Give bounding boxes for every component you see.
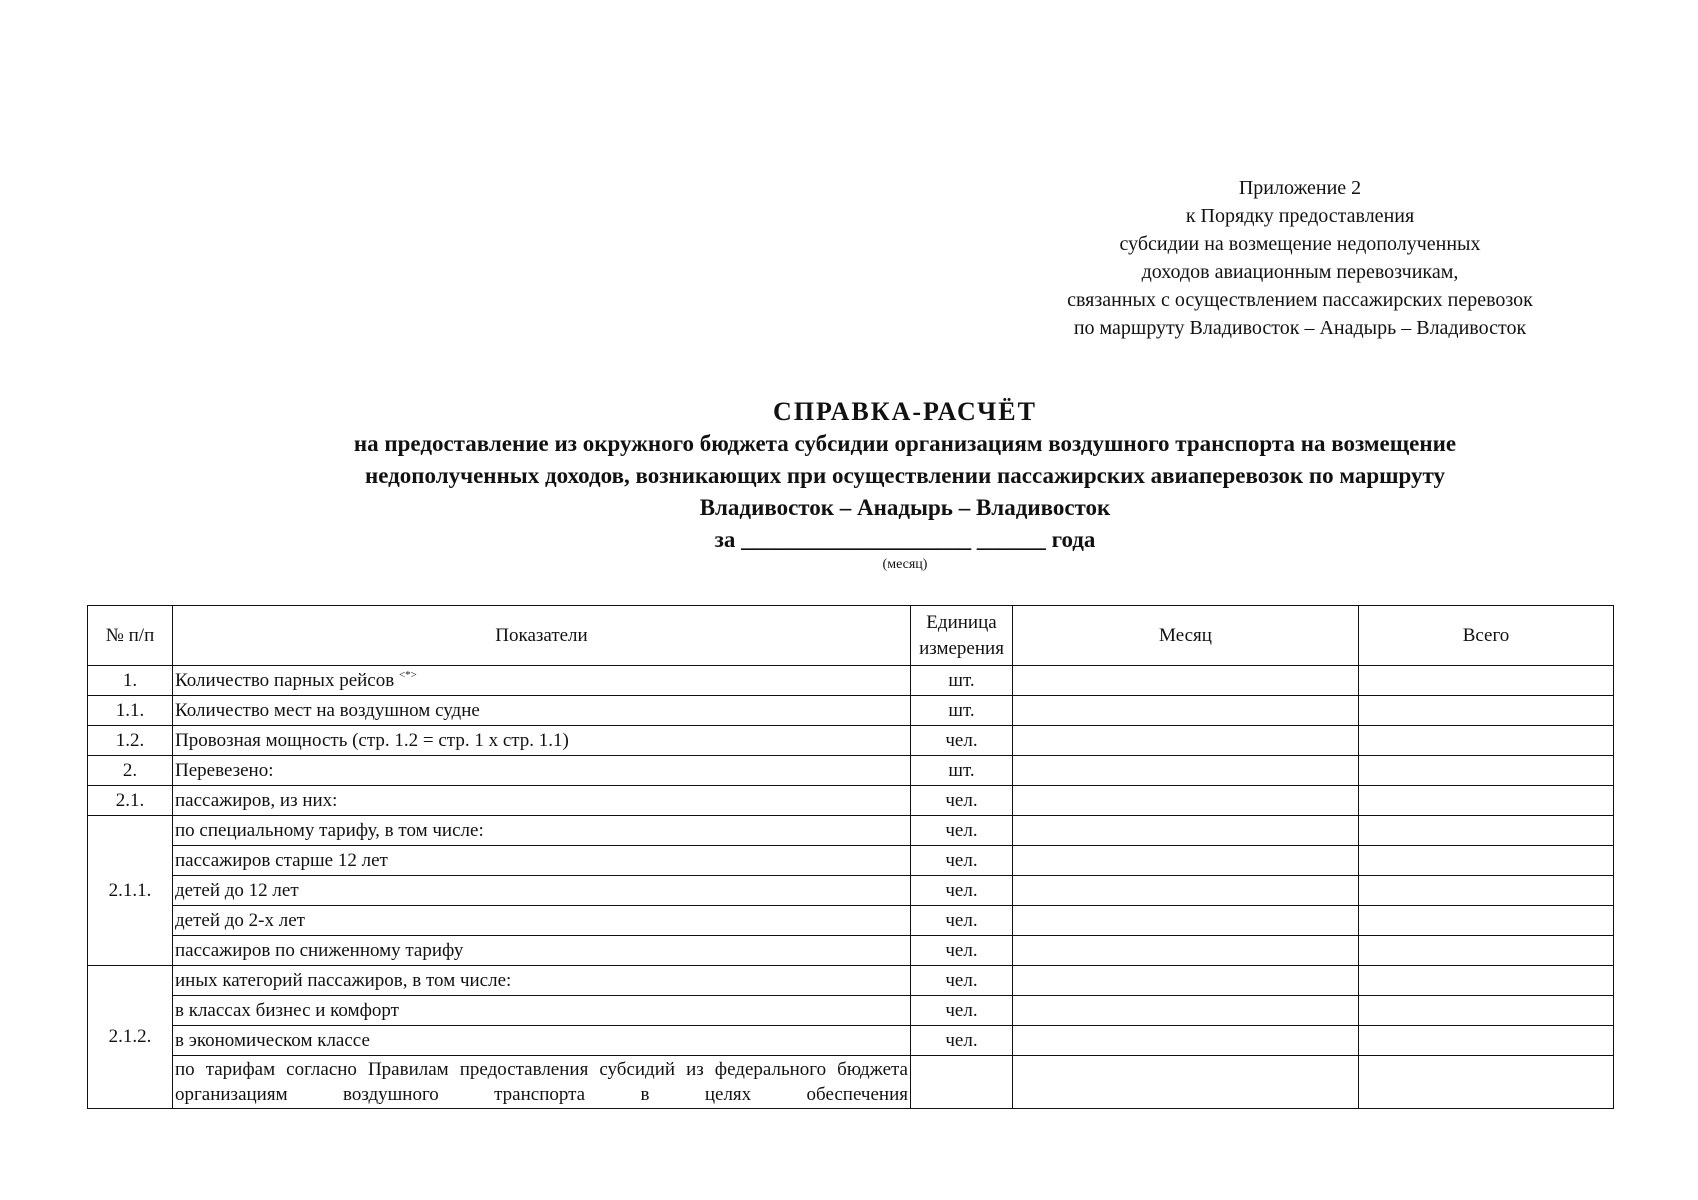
- row-num: 2.1.1.: [88, 816, 173, 966]
- period-suffix: года: [1051, 527, 1096, 552]
- document-title-block: [100, 396, 1698, 574]
- row-indicator: [173, 666, 911, 696]
- row-indicator: иных категорий пассажиров, в том числе:: [173, 966, 911, 996]
- row-total-value[interactable]: [1359, 936, 1614, 966]
- row-total-value[interactable]: [1359, 1026, 1614, 1056]
- row-month-value[interactable]: [1013, 726, 1359, 756]
- table-row: [88, 1056, 1614, 1109]
- row-month-value[interactable]: [1013, 846, 1359, 876]
- row-unit: шт.: [911, 696, 1013, 726]
- table-row: [88, 816, 1614, 846]
- row-month-value[interactable]: [1013, 696, 1359, 726]
- row-total-value[interactable]: [1359, 966, 1614, 996]
- table-row: [88, 996, 1614, 1026]
- row-month-value[interactable]: [1013, 786, 1359, 816]
- row-month-value[interactable]: [1013, 996, 1359, 1026]
- row-unit: шт.: [911, 756, 1013, 786]
- appendix-line: по маршруту Владивосток – Анадырь – Владивосток: [1073, 317, 1527, 339]
- row-total-value[interactable]: [1359, 906, 1614, 936]
- footnote-marker: <*>: [398, 669, 417, 681]
- row-month-value[interactable]: [1013, 876, 1359, 906]
- row-indicator: пассажиров старше 12 лет: [173, 846, 911, 876]
- table-row: [88, 756, 1614, 786]
- row-indicator: Перевезено:: [173, 756, 911, 786]
- row-num: 1.2.: [88, 726, 173, 756]
- row-indicator: в классах бизнес и комфорт: [173, 996, 911, 1026]
- table-row: [88, 936, 1614, 966]
- row-unit: чел.: [911, 996, 1013, 1026]
- row-num: 2.1.: [88, 786, 173, 816]
- table-row: [88, 726, 1614, 756]
- appendix-line: доходов авиационным перевозчикам,: [1141, 261, 1459, 283]
- row-indicator: детей до 12 лет: [173, 876, 911, 906]
- row-total-value[interactable]: [1359, 726, 1614, 756]
- row-total-value[interactable]: [1359, 666, 1614, 696]
- period-year-blank: ______: [976, 527, 1046, 552]
- row-month-value[interactable]: [1013, 936, 1359, 966]
- header-indicator: Показатели: [173, 606, 911, 666]
- header-total: Всего: [1359, 606, 1614, 666]
- period-prefix: за: [714, 527, 736, 552]
- row-month-value[interactable]: [1013, 1026, 1359, 1056]
- table-row: [88, 876, 1614, 906]
- period-month-blank: ____________________: [741, 527, 972, 552]
- table-row: [88, 666, 1614, 696]
- row-unit: чел.: [911, 786, 1013, 816]
- row-total-value[interactable]: [1359, 786, 1614, 816]
- row-unit: чел.: [911, 1026, 1013, 1056]
- row-indicator: по тарифам согласно Правилам предоставления субсидий из федерального бюджета организациям воздушного транспорта в целях обеспечения: [173, 1056, 911, 1109]
- row-month-value[interactable]: [1013, 906, 1359, 936]
- row-total-value[interactable]: [1359, 756, 1614, 786]
- row-unit: чел.: [911, 906, 1013, 936]
- row-unit: чел.: [911, 726, 1013, 756]
- row-indicator: в экономическом классе: [173, 1026, 911, 1056]
- row-unit: чел.: [911, 966, 1013, 996]
- header-month: Месяц: [1013, 606, 1359, 666]
- row-indicator: Провозная мощность (стр. 1.2 = стр. 1 х стр. 1.1): [173, 726, 911, 756]
- row-num: 1.1.: [88, 696, 173, 726]
- document-subtitle-line: недополученных доходов, возникающих при осуществлении пассажирских авиаперевозок по маршруту: [364, 463, 1446, 488]
- table-row: [88, 1026, 1614, 1056]
- table-row: [88, 786, 1614, 816]
- row-month-value[interactable]: [1013, 966, 1359, 996]
- row-month-value[interactable]: [1013, 666, 1359, 696]
- row-month-value[interactable]: [1013, 816, 1359, 846]
- appendix-line: Приложение 2: [1238, 177, 1362, 199]
- row-indicator: по специальному тарифу, в том числе:: [173, 816, 911, 846]
- appendix-line: к Порядку предоставления: [1185, 205, 1415, 227]
- row-total-value[interactable]: [1359, 816, 1614, 846]
- document-title: СПРАВКА-РАСЧЁТ: [773, 397, 1037, 426]
- row-indicator-text: Количество парных рейсов: [175, 670, 395, 691]
- row-total-value[interactable]: [1359, 1056, 1614, 1109]
- row-indicator: пассажиров по сниженному тарифу: [173, 936, 911, 966]
- table-row: [88, 696, 1614, 726]
- document-subtitle-line: на предоставление из окружного бюджета субсидии организациям воздушного транспорта на возмещение: [353, 431, 1457, 456]
- document-subtitle-line: Владивосток – Анадырь – Владивосток: [699, 495, 1111, 520]
- row-month-value[interactable]: [1013, 756, 1359, 786]
- report-period: [100, 524, 1698, 556]
- row-unit: чел.: [911, 876, 1013, 906]
- table-row: [88, 906, 1614, 936]
- appendix-line: связанных с осуществлением пассажирских перевозок: [1067, 289, 1533, 311]
- row-num: 2.: [88, 756, 173, 786]
- table-header-row: [88, 606, 1614, 666]
- row-month-value[interactable]: [1013, 1056, 1359, 1109]
- row-total-value[interactable]: [1359, 696, 1614, 726]
- row-unit: чел.: [911, 816, 1013, 846]
- row-unit: чел.: [911, 936, 1013, 966]
- row-indicator: детей до 2-х лет: [173, 906, 911, 936]
- header-unit: Единица измерения: [911, 606, 1013, 666]
- appendix-line: субсидии на возмещение недополученных: [1119, 233, 1481, 255]
- row-indicator: Количество мест на воздушном судне: [173, 696, 911, 726]
- table-row: [88, 846, 1614, 876]
- row-unit: [911, 1056, 1013, 1109]
- period-month-caption: (месяц): [882, 557, 928, 572]
- row-total-value[interactable]: [1359, 996, 1614, 1026]
- row-total-value[interactable]: [1359, 846, 1614, 876]
- row-num: 2.1.2.: [88, 966, 173, 1109]
- header-num: № п/п: [88, 606, 173, 666]
- row-unit: шт.: [911, 666, 1013, 696]
- row-indicator: пассажиров, из них:: [173, 786, 911, 816]
- appendix-header: [1000, 174, 1600, 342]
- calculation-table: [87, 605, 1614, 1109]
- table-row: [88, 966, 1614, 996]
- row-num: 1.: [88, 666, 173, 696]
- row-total-value[interactable]: [1359, 876, 1614, 906]
- row-unit: чел.: [911, 846, 1013, 876]
